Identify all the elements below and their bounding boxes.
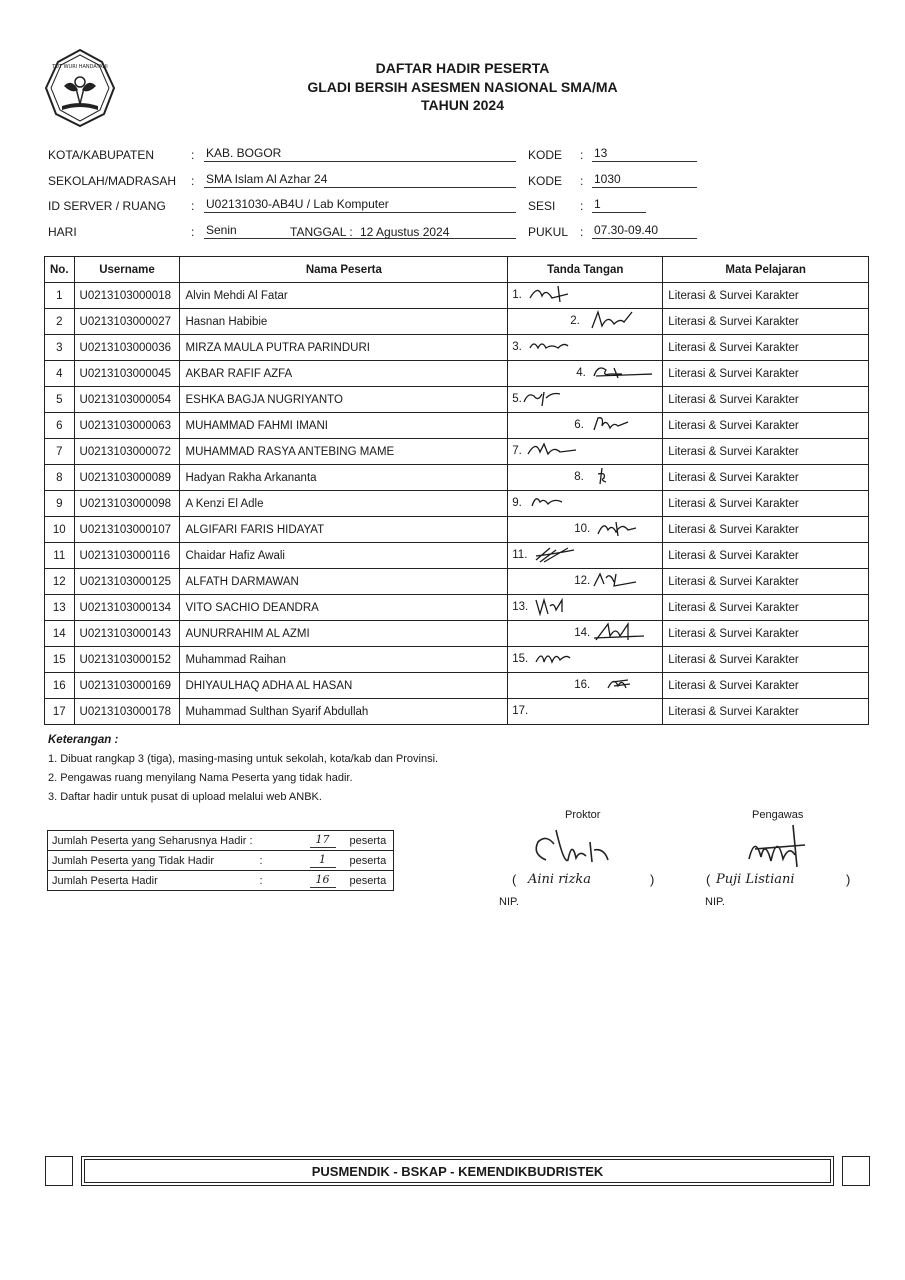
header-nama: Nama Peserta (180, 257, 508, 283)
handwritten-signature (534, 596, 594, 618)
table-row (45, 465, 869, 491)
row-mata-pelajaran: Literasi & Survei Karakter (663, 465, 869, 491)
row-no: 10 (45, 517, 75, 543)
row-nama: Hadyan Rakha Arkananta (180, 465, 508, 491)
colon: : (191, 148, 195, 162)
signature-number: 8. (574, 471, 584, 483)
row-no: 9 (45, 491, 75, 517)
row-no: 6 (45, 413, 75, 439)
signature-number: 9. (512, 497, 522, 509)
summary-label: Jumlah Peserta yang Seharusnya Hadir : (48, 831, 298, 851)
row-mata-pelajaran: Literasi & Survei Karakter (663, 673, 869, 699)
header-username: Username (74, 257, 180, 283)
table-row (45, 673, 869, 699)
table-row (45, 283, 869, 309)
pukul-value: 07.30-09.40 (592, 223, 697, 239)
proktor-nip: NIP. (499, 896, 519, 908)
row-no: 1 (45, 283, 75, 309)
table-row (45, 517, 869, 543)
row-no: 12 (45, 569, 75, 595)
row-no: 8 (45, 465, 75, 491)
keterangan-item: 1. Dibuat rangkap 3 (tiga), masing-masing untuk sekolah, kota/kab dan Provinsi. (48, 753, 439, 765)
table-row (45, 543, 869, 569)
summary-row (48, 831, 394, 851)
pengawas-name: Puji Listiani (716, 872, 795, 887)
summary-unit: peserta (348, 871, 394, 891)
summary-row (48, 871, 394, 891)
summary-value-cell (298, 851, 348, 871)
row-nama: Muhammad Raihan (180, 647, 508, 673)
title-line-3: TAHUN 2024 (421, 97, 504, 113)
signature-number: 10. (574, 523, 591, 535)
row-nama: VITO SACHIO DEANDRA (180, 595, 508, 621)
kode2-label: KODE (528, 174, 563, 188)
kode1-value: 13 (592, 146, 697, 162)
kota-value: KAB. BOGOR (204, 146, 516, 162)
colon: : (580, 174, 584, 188)
summary-row (48, 851, 394, 871)
summary-label: Jumlah Peserta Hadir : (48, 871, 298, 891)
handwritten-signature (594, 622, 654, 644)
pengawas-signature (735, 815, 825, 873)
proktor-title: Proktor (565, 809, 601, 821)
row-mata-pelajaran: Literasi & Survei Karakter (663, 517, 869, 543)
row-no: 14 (45, 621, 75, 647)
row-signature (508, 361, 663, 387)
summary-value: 17 (310, 833, 336, 848)
row-nama: DHIYAULHAQ ADHA AL HASAN (180, 673, 508, 699)
summary-unit: peserta (348, 831, 394, 851)
signature-number: 6. (574, 419, 584, 431)
summary-unit: peserta (348, 851, 394, 871)
row-signature (508, 673, 663, 699)
row-username: U0213103000036 (74, 335, 180, 361)
summary-table (47, 830, 394, 891)
row-signature (508, 335, 663, 361)
proktor-name: Aini rizka (528, 872, 592, 887)
row-username: U0213103000063 (74, 413, 180, 439)
row-mata-pelajaran: Literasi & Survei Karakter (663, 283, 869, 309)
colon: : (191, 225, 195, 239)
signature-number: 15. (512, 653, 529, 665)
row-nama: Alvin Mehdi Al Fatar (180, 283, 508, 309)
pukul-label: PUKUL (528, 225, 569, 239)
row-no: 3 (45, 335, 75, 361)
row-no: 4 (45, 361, 75, 387)
signature-number: 2. (570, 315, 580, 327)
sesi-label: SESI (528, 199, 556, 213)
row-signature (508, 283, 663, 309)
table-row (45, 335, 869, 361)
row-no: 13 (45, 595, 75, 621)
row-mata-pelajaran: Literasi & Survei Karakter (663, 543, 869, 569)
handwritten-signature (596, 466, 656, 488)
sekolah-label: SEKOLAH/MADRASAH (48, 174, 177, 188)
row-mata-pelajaran: Literasi & Survei Karakter (663, 595, 869, 621)
colon: : (191, 199, 195, 213)
table-row (45, 413, 869, 439)
colon: : (580, 199, 584, 213)
row-username: U0213103000152 (74, 647, 180, 673)
row-nama: AKBAR RAFIF AZFA (180, 361, 508, 387)
signature-number: 3. (512, 341, 522, 353)
signature-number: 16. (574, 679, 591, 691)
paren-close: ) (650, 872, 655, 887)
handwritten-signature (596, 518, 656, 540)
row-nama: Hasnan Habibie (180, 309, 508, 335)
row-username: U0213103000089 (74, 465, 180, 491)
signature-number: 4. (576, 367, 586, 379)
header-mata-pelajaran: Mata Pelajaran (663, 257, 869, 283)
row-nama: MUHAMMAD FAHMI IMANI (180, 413, 508, 439)
server-value: U02131030-AB4U / Lab Komputer (204, 197, 516, 213)
title-line-2: GLADI BERSIH ASESMEN NASIONAL SMA/MA (307, 79, 618, 95)
summary-value-cell (298, 871, 348, 891)
row-username: U0213103000143 (74, 621, 180, 647)
keterangan-title: Keterangan : (48, 734, 119, 746)
header-tanda-tangan: Tanda Tangan (508, 257, 663, 283)
row-mata-pelajaran: Literasi & Survei Karakter (663, 413, 869, 439)
row-mata-pelajaran: Literasi & Survei Karakter (663, 335, 869, 361)
row-no: 17 (45, 699, 75, 725)
handwritten-signature (528, 336, 588, 358)
row-nama: MUHAMMAD RASYA ANTEBING MAME (180, 439, 508, 465)
hari-value: Senin (206, 223, 237, 237)
row-username: U0213103000169 (74, 673, 180, 699)
row-username: U0213103000018 (74, 283, 180, 309)
signature-number: 13. (512, 601, 529, 613)
header-no: No. (45, 257, 75, 283)
signature-number: 11. (512, 549, 528, 561)
server-label: ID SERVER / RUANG (48, 199, 166, 213)
title-line-1: DAFTAR HADIR PESERTA (375, 60, 550, 76)
summary-value-cell (298, 831, 348, 851)
table-row (45, 361, 869, 387)
kode1-label: KODE (528, 148, 563, 162)
row-signature (508, 413, 663, 439)
handwritten-signature (588, 310, 648, 332)
table-row (45, 491, 869, 517)
table-row (45, 699, 869, 725)
row-signature (508, 465, 663, 491)
footer-box-left (45, 1156, 73, 1186)
row-signature (508, 439, 663, 465)
row-mata-pelajaran: Literasi & Survei Karakter (663, 647, 869, 673)
row-signature (508, 543, 663, 569)
row-nama: ALFATH DARMAWAN (180, 569, 508, 595)
paren-open: ( (706, 872, 711, 887)
row-signature (508, 491, 663, 517)
signature-number: 12. (574, 575, 591, 587)
row-username: U0213103000134 (74, 595, 180, 621)
row-nama: AUNURRAHIM AL AZMI (180, 621, 508, 647)
paren-close: ) (846, 872, 851, 887)
row-nama: Chaidar Hafiz Awali (180, 543, 508, 569)
handwritten-signature (522, 388, 582, 410)
row-mata-pelajaran: Literasi & Survei Karakter (663, 569, 869, 595)
row-mata-pelajaran: Literasi & Survei Karakter (663, 439, 869, 465)
signature-number: 1. (512, 289, 522, 301)
row-mata-pelajaran: Literasi & Survei Karakter (663, 491, 869, 517)
handwritten-signature (534, 544, 594, 566)
signature-number: 14. (574, 627, 591, 639)
row-nama: ESHKA BAGJA NUGRIYANTO (180, 387, 508, 413)
attendance-table (44, 256, 869, 725)
row-no: 5 (45, 387, 75, 413)
row-mata-pelajaran: Literasi & Survei Karakter (663, 699, 869, 725)
row-username: U0213103000072 (74, 439, 180, 465)
table-row (45, 595, 869, 621)
row-no: 2 (45, 309, 75, 335)
row-mata-pelajaran: Literasi & Survei Karakter (663, 361, 869, 387)
handwritten-signature (528, 284, 588, 306)
signature-number: 7. (512, 445, 522, 457)
table-row (45, 647, 869, 673)
handwritten-signature (592, 414, 652, 436)
logo-text: TUT WURI HANDAYANI (52, 64, 108, 70)
table-row (45, 439, 869, 465)
row-no: 16 (45, 673, 75, 699)
row-signature (508, 309, 663, 335)
footer-box-right (842, 1156, 870, 1186)
row-username: U0213103000054 (74, 387, 180, 413)
handwritten-signature (526, 440, 586, 462)
row-username: U0213103000116 (74, 543, 180, 569)
tanggal-value: 12 Agustus 2024 (360, 225, 450, 239)
tanggal-label: TANGGAL : (290, 225, 353, 239)
table-row (45, 387, 869, 413)
row-nama: Muhammad Sulthan Syarif Abdullah (180, 699, 508, 725)
row-username: U0213103000125 (74, 569, 180, 595)
row-nama: MIRZA MAULA PUTRA PARINDURI (180, 335, 508, 361)
table-row (45, 309, 869, 335)
row-signature (508, 517, 663, 543)
handwritten-signature (592, 570, 652, 592)
row-nama: A Kenzi El Adle (180, 491, 508, 517)
row-mata-pelajaran: Literasi & Survei Karakter (663, 309, 869, 335)
colon: : (191, 174, 195, 188)
handwritten-signature (592, 362, 652, 384)
row-no: 7 (45, 439, 75, 465)
paren-open: ( (512, 872, 517, 887)
row-signature (508, 569, 663, 595)
row-signature (508, 595, 663, 621)
row-mata-pelajaran: Literasi & Survei Karakter (663, 621, 869, 647)
row-nama: ALGIFARI FARIS HIDAYAT (180, 517, 508, 543)
signature-number: 17. (512, 705, 529, 717)
row-signature (508, 647, 663, 673)
kota-label: KOTA/KABUPATEN (48, 148, 155, 162)
kode2-value: 1030 (592, 172, 697, 188)
row-signature (508, 621, 663, 647)
row-username: U0213103000027 (74, 309, 180, 335)
handwritten-signature (534, 648, 594, 670)
summary-label: Jumlah Peserta yang Tidak Hadir : (48, 851, 298, 871)
footer-text: PUSMENDIK - BSKAP - KEMENDIKBUDRISTEK (311, 1163, 604, 1179)
row-no: 15 (45, 647, 75, 673)
row-mata-pelajaran: Literasi & Survei Karakter (663, 387, 869, 413)
sesi-value: 1 (592, 197, 646, 213)
row-username: U0213103000098 (74, 491, 180, 517)
row-no: 11 (45, 543, 75, 569)
signature-number: 5. (512, 393, 522, 405)
table-row (45, 569, 869, 595)
proktor-signature (528, 820, 628, 870)
keterangan-item: 2. Pengawas ruang menyilang Nama Peserta yang tidak hadir. (48, 772, 353, 784)
colon: : (580, 225, 584, 239)
colon: : (580, 148, 584, 162)
row-signature (508, 699, 663, 725)
row-username: U0213103000107 (74, 517, 180, 543)
handwritten-signature (606, 674, 666, 696)
row-username: U0213103000045 (74, 361, 180, 387)
pengawas-nip: NIP. (705, 896, 725, 908)
table-header-row (45, 257, 869, 283)
handwritten-signature (528, 492, 588, 514)
summary-value: 1 (310, 853, 336, 868)
row-signature (508, 387, 663, 413)
row-username: U0213103000178 (74, 699, 180, 725)
pengawas-title: Pengawas (752, 809, 804, 821)
summary-value: 16 (310, 873, 336, 888)
table-row (45, 621, 869, 647)
hari-label: HARI (48, 225, 77, 239)
sekolah-value: SMA Islam Al Azhar 24 (204, 172, 516, 188)
keterangan-item: 3. Daftar hadir untuk pusat di upload melalui web ANBK. (48, 791, 322, 803)
